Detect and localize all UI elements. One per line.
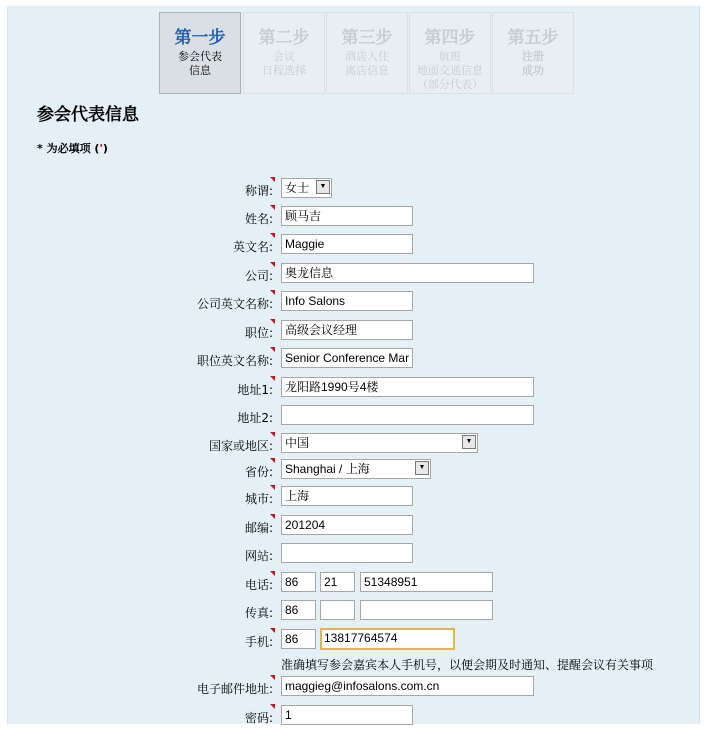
step-4-desc-line: 航班 xyxy=(439,50,461,63)
email-label: 电子邮件地址: xyxy=(196,682,273,696)
company-label: 公司: xyxy=(244,269,273,283)
required-marker xyxy=(270,262,275,267)
address1-label: 地址1: xyxy=(237,383,273,397)
step-5-desc xyxy=(493,50,573,78)
country-label: 国家或地区: xyxy=(208,439,273,453)
company-label-box xyxy=(0,263,273,285)
mobile-hint: 准确填写参会嘉宾本人手机号，以便会期及时通知、提醒会议有关事项 xyxy=(281,658,654,672)
password-label: 密码: xyxy=(244,711,273,725)
salutation-value: 女士 xyxy=(285,181,310,195)
step-2[interactable] xyxy=(243,12,325,94)
country-label-box xyxy=(0,433,273,455)
website-input[interactable] xyxy=(281,543,413,563)
phone-number-input[interactable]: 51348951 xyxy=(360,572,493,592)
step-5-title: 第五步 xyxy=(507,28,559,48)
fax-label: 传真: xyxy=(244,606,273,620)
country-value: 中国 xyxy=(285,436,310,450)
required-marker xyxy=(270,376,275,381)
chevron-down-icon[interactable]: ▼ xyxy=(462,435,476,449)
address1-input[interactable]: 龙阳路1990号4楼 xyxy=(281,377,534,397)
english-name-label: 英文名: xyxy=(232,240,273,254)
step-4[interactable] xyxy=(409,12,491,94)
step-3[interactable] xyxy=(326,12,408,94)
required-marker xyxy=(270,432,275,437)
required-marker xyxy=(270,704,275,709)
company-en-label-box xyxy=(0,291,273,313)
english-name-input[interactable]: Maggie xyxy=(281,234,413,254)
required-note-prefix: * 为必填项 ( xyxy=(37,142,100,155)
fax-label-box xyxy=(0,600,273,622)
mobile-label: 手机: xyxy=(244,635,273,649)
required-marker xyxy=(270,347,275,352)
name-input[interactable]: 顾马吉 xyxy=(281,206,413,226)
city-label: 城市: xyxy=(244,492,273,506)
address2-label: 地址2: xyxy=(237,411,273,425)
country-select[interactable] xyxy=(281,433,478,453)
step-2-desc-line: 会议 xyxy=(273,50,295,63)
company-en-input[interactable]: Info Salons xyxy=(281,291,413,311)
required-marker xyxy=(270,571,275,576)
step-3-title: 第三步 xyxy=(341,28,393,48)
salutation-select[interactable] xyxy=(281,178,332,198)
required-note xyxy=(37,140,108,156)
website-label-box xyxy=(0,543,273,565)
section-title: 参会代表信息 xyxy=(37,105,139,125)
step-2-desc xyxy=(244,50,324,78)
step-5-desc-line: 注册 xyxy=(522,50,544,63)
company-en-label: 公司英文名称: xyxy=(196,297,273,311)
required-marker xyxy=(270,628,275,633)
postcode-label: 邮编: xyxy=(244,521,273,535)
fax-country-code-input[interactable]: 86 xyxy=(281,600,316,620)
required-marker xyxy=(270,675,275,680)
step-4-desc-line: 地面交通信息 xyxy=(417,64,483,77)
province-label: 省份: xyxy=(244,465,273,479)
city-input[interactable]: 上海 xyxy=(281,486,413,506)
phone-label: 电话: xyxy=(244,578,273,592)
step-3-desc-line: 离店信息 xyxy=(345,64,389,77)
position-en-label-box xyxy=(0,348,273,370)
city-label-box xyxy=(0,486,273,508)
phone-country-code-input[interactable]: 86 xyxy=(281,572,316,592)
website-label: 网站: xyxy=(244,549,273,563)
position-en-label: 职位英文名称: xyxy=(196,354,273,368)
step-3-desc-line: 酒店入住 xyxy=(345,50,389,63)
mobile-label-box xyxy=(0,629,273,651)
step-5-desc-line: 成功 xyxy=(522,64,544,77)
address2-input[interactable] xyxy=(281,405,534,425)
password-label-box xyxy=(0,705,273,727)
step-2-title: 第二步 xyxy=(258,28,310,48)
position-en-input[interactable]: Senior Conference Mar xyxy=(281,348,413,368)
step-4-desc-line: （部分代表） xyxy=(417,78,483,91)
english-name-label-box xyxy=(0,234,273,256)
step-2-desc-line: 日程选择 xyxy=(262,64,306,77)
required-marker xyxy=(270,205,275,210)
required-marker xyxy=(270,319,275,324)
step-1-title: 第一步 xyxy=(174,28,226,48)
step-3-desc xyxy=(327,50,407,78)
fax-number-input[interactable] xyxy=(360,600,493,620)
email-label-box xyxy=(0,676,273,698)
required-mark: ' xyxy=(99,142,103,155)
step-1[interactable] xyxy=(159,12,241,94)
position-input[interactable]: 高级会议经理 xyxy=(281,320,413,340)
salutation-label: 称谓: xyxy=(244,184,273,198)
postcode-label-box xyxy=(0,515,273,537)
step-1-desc-line: 参会代表 xyxy=(178,50,222,63)
fax-area-code-input[interactable] xyxy=(320,600,355,620)
step-1-desc xyxy=(160,50,240,78)
required-marker xyxy=(270,458,275,463)
step-1-desc-line: 信息 xyxy=(189,64,211,77)
mobile-number-input[interactable]: 13817764574 xyxy=(320,628,455,650)
mobile-country-code-input[interactable]: 86 xyxy=(281,629,316,649)
required-marker xyxy=(270,177,275,182)
company-input[interactable]: 奥龙信息 xyxy=(281,263,534,283)
address1-label-box xyxy=(0,377,273,399)
position-label-box xyxy=(0,320,273,342)
email-input[interactable]: maggieg@infosalons.com.cn xyxy=(281,676,534,696)
name-label-box xyxy=(0,206,273,228)
address2-label-box xyxy=(0,405,273,427)
name-label: 姓名: xyxy=(244,212,273,226)
chevron-down-icon[interactable]: ▼ xyxy=(316,180,330,194)
required-marker xyxy=(270,485,275,490)
required-marker xyxy=(270,514,275,519)
required-note-suffix: ) xyxy=(102,142,108,155)
chevron-down-icon[interactable]: ▼ xyxy=(415,461,429,475)
province-label-box xyxy=(0,459,273,481)
phone-area-code-input[interactable]: 21 xyxy=(320,572,355,592)
province-value: Shanghai / 上海 xyxy=(285,462,370,476)
step-4-title: 第四步 xyxy=(424,28,476,48)
postcode-input[interactable]: 201204 xyxy=(281,515,413,535)
salutation-label-box xyxy=(0,178,273,200)
position-label: 职位: xyxy=(244,326,273,340)
phone-label-box xyxy=(0,572,273,594)
password-input[interactable]: 1 xyxy=(281,705,413,725)
step-5[interactable] xyxy=(492,12,574,94)
required-marker xyxy=(270,233,275,238)
step-4-desc xyxy=(410,50,490,92)
required-marker xyxy=(270,290,275,295)
province-select[interactable] xyxy=(281,459,431,479)
